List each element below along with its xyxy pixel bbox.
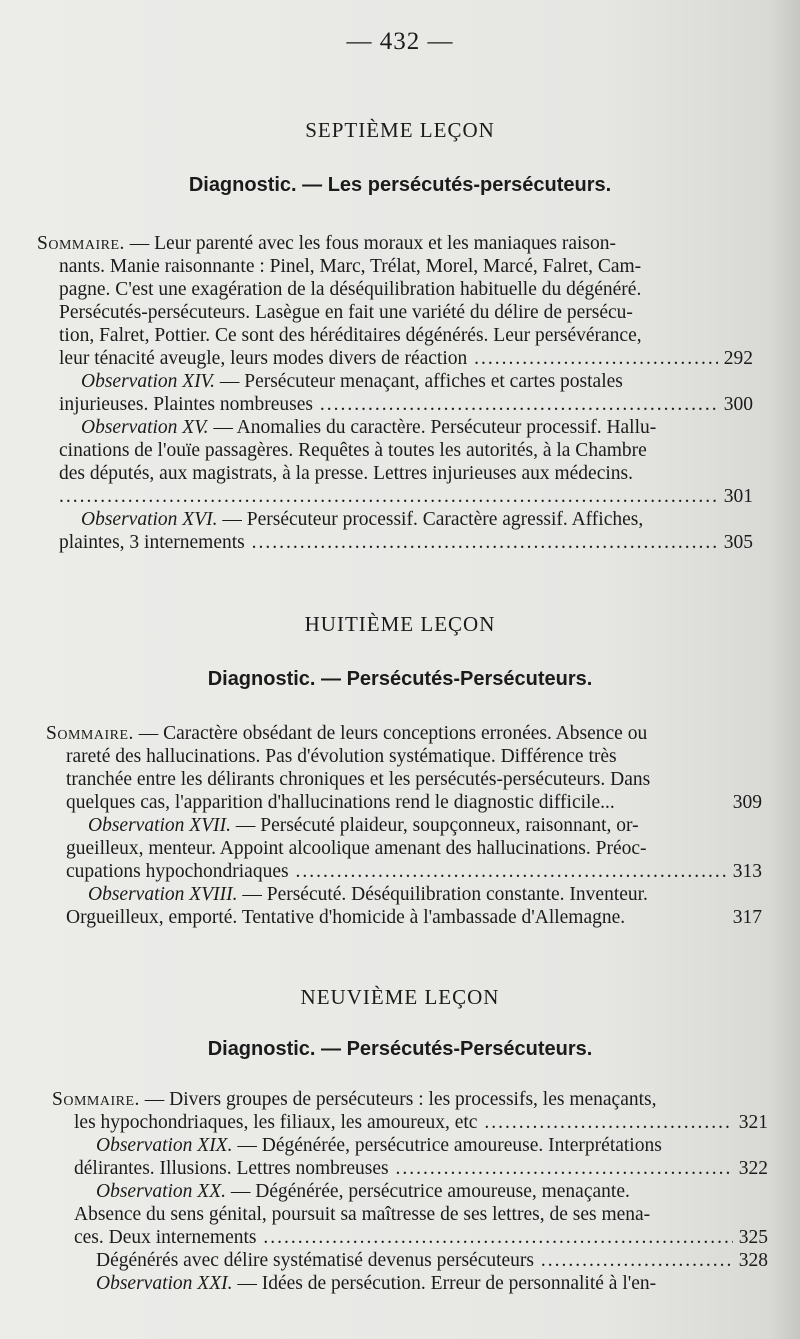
section-huitieme-lecon [0, 612, 800, 637]
observation-entry: Observation XVII. — Persécuté plaideur, soupçonneux, raisonnant, or- [88, 815, 639, 836]
text-line: Persécutés-persécuteurs. Lasègue en fait une variété du délire de persécu- [59, 302, 633, 323]
page-ref: 321 [738, 1112, 768, 1133]
text-line: Sommaire. — Leur parenté avec les fous moraux et les maniaques raison- [37, 233, 616, 254]
page-ref: 300 [723, 394, 753, 415]
sommaire-label: Sommaire. [52, 1089, 140, 1110]
section-neuvieme-lecon [0, 985, 800, 1010]
observation-entry: Observation XIV. — Persécuteur menaçant, affiches et cartes postales [81, 371, 623, 392]
observation-entry: Observation XXI. — Idées de persécution. Erreur de personnalité à l'en- [96, 1273, 657, 1294]
text-line: gueilleux, menteur. Appoint alcoolique amenant des hallucinations. Préoc- [66, 838, 647, 859]
text-line: Sommaire. — Divers groupes de persécuteurs : les processifs, les menaçants, [52, 1089, 657, 1110]
page-ref: 328 [738, 1250, 768, 1271]
sommaire-label: Sommaire. [37, 233, 125, 254]
toc-entry: ces. Deux internements ..... 325 [52, 1226, 768, 1249]
observation-label: Observation XVII. [88, 815, 231, 836]
toc-entry: injurieuses. Plaintes nombreuses ..... 300 [37, 393, 753, 416]
observation-label: Observation XVIII. [88, 884, 238, 905]
section-title [0, 1038, 800, 1061]
page-ref: 322 [738, 1158, 768, 1179]
text-line: tion, Falret, Pottier. Ce sont des héréditaires dégénérés. Leur persévérance, [59, 325, 642, 346]
page-edge-shadow [770, 0, 800, 1339]
diagnostic-title: Diagnostic. — Persécutés-Persécuteurs. [207, 1038, 593, 1060]
lecon-heading: NEUVIÈME LEÇON [300, 985, 500, 1009]
section-title [0, 174, 800, 197]
observation-label: Observation XX. [96, 1181, 226, 1202]
observation-entry: Observation XV. — Anomalies du caractère. Persécuteur processif. Hallu- [81, 417, 657, 438]
text-line: rareté des hallucinations. Pas d'évolution systématique. Différence très [66, 746, 617, 767]
observation-label: Observation XV. [81, 417, 209, 438]
page-ref: 325 [738, 1227, 768, 1248]
observation-label: Observation XXI. [96, 1273, 233, 1294]
sommaire-block [46, 722, 762, 929]
lecon-heading: HUITIÈME LEÇON [304, 612, 496, 636]
toc-entry: délirantes. Illusions. Lettres nombreuses ..... 322 [52, 1157, 768, 1180]
diagnostic-title: Diagnostic. — Les persécutés-persécuteurs. [188, 174, 612, 196]
text-line: nants. Manie raisonnante : Pinel, Marc, Trélat, Morel, Marcé, Falret, Cam- [59, 256, 642, 277]
toc-entry: cupations hypochondriaques ..... 313 [46, 860, 762, 883]
observation-entry: Observation XX. — Dégénérée, persécutrice amoureuse, menaçante. [96, 1181, 630, 1202]
observation-entry: Observation XVIII. — Persécuté. Déséquilibration constante. Inventeur. [88, 884, 648, 905]
toc-entry: quelques cas, l'apparition d'hallucinations rend le diagnostic difficile... 309 [66, 792, 762, 813]
page-ref: 313 [732, 861, 762, 882]
observation-entry: Observation XIX. — Dégénérée, persécutrice amoureuse. Interprétations [96, 1135, 662, 1156]
sommaire-label: Sommaire. [46, 723, 134, 744]
page-ref: 309 [732, 792, 762, 813]
toc-entry [37, 485, 753, 508]
section-septieme-lecon [0, 118, 800, 143]
page-ref: 305 [723, 532, 753, 553]
section-title [0, 668, 800, 691]
page-ref: 317 [732, 907, 762, 928]
toc-entry: Dégénérés avec délire systématisé devenus persécuteurs ..... 328 [52, 1249, 768, 1272]
page-ref: 301 [723, 486, 753, 507]
toc-entry: leur ténacité aveugle, leurs modes divers de réaction ..... 292 [37, 347, 753, 370]
text-line: Absence du sens génital, poursuit sa maîtresse de ses lettres, de ses mena- [74, 1204, 651, 1225]
text-line: des députés, aux magistrats, à la presse. Lettres injurieuses aux médecins. [59, 463, 633, 484]
toc-entry: les hypochondriaques, les filiaux, les amoureux, etc ..... 321 [52, 1111, 768, 1134]
text-line: tranchée entre les délirants chroniques et les persécutés-persécuteurs. Dans [66, 769, 651, 790]
toc-entry: plaintes, 3 internements ..... 305 [37, 531, 753, 554]
text-line: Sommaire. — Caractère obsédant de leurs conceptions erronées. Absence ou [46, 723, 648, 744]
observation-label: Observation XIX. [96, 1135, 233, 1156]
page-ref: 292 [723, 348, 753, 369]
text-line: cinations de l'ouïe passagères. Requêtes à toutes les autorités, à la Chambre [59, 440, 647, 461]
diagnostic-title: Diagnostic. — Persécutés-Persécuteurs. [207, 668, 593, 690]
sommaire-block [52, 1088, 768, 1295]
observation-label: Observation XVI. [81, 509, 218, 530]
text-line: pagne. C'est une exagération de la déséquilibration habituelle du dégénéré. [59, 279, 642, 300]
lecon-heading: SEPTIÈME LEÇON [305, 118, 495, 142]
page-number: — 432 — [346, 28, 454, 55]
sommaire-block [37, 232, 753, 554]
toc-entry: Orgueilleux, emporté. Tentative d'homicide à l'ambassade d'Allemagne. 317 [66, 907, 762, 928]
observation-label: Observation XIV. [81, 371, 215, 392]
observation-entry: Observation XVI. — Persécuteur processif. Caractère agressif. Affiches, [81, 509, 644, 530]
